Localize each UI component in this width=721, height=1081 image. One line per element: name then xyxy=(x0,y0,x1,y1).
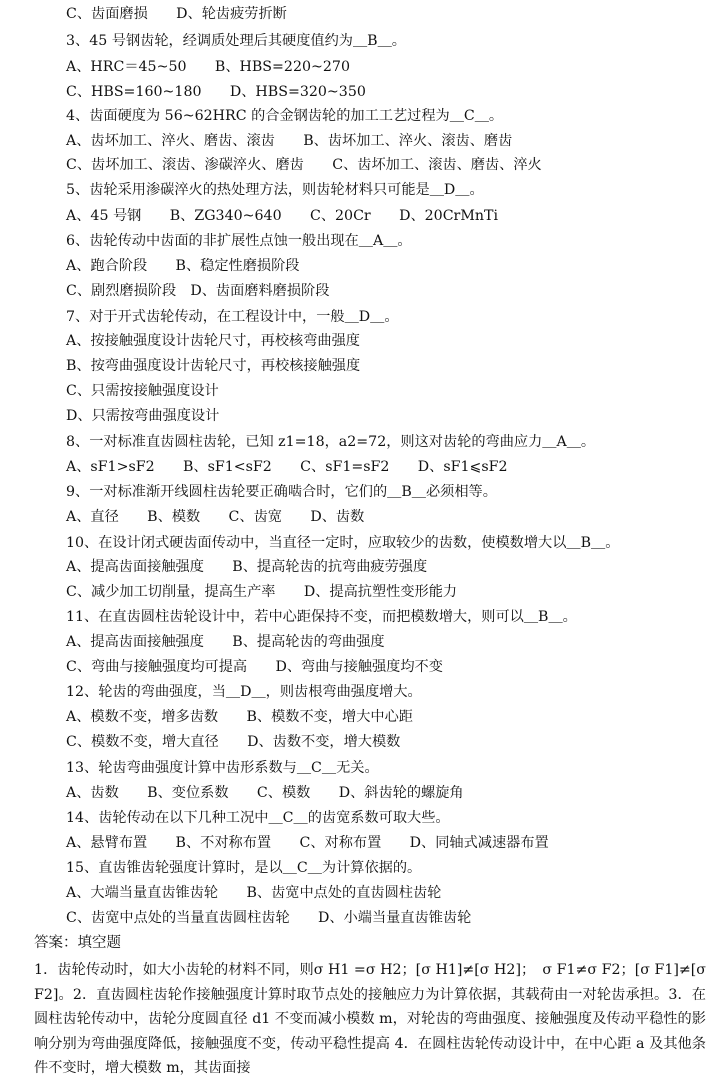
option-line: C、齿宽中点处的当量直齿圆柱齿轮 D、小端当量直齿锥齿轮 xyxy=(66,910,472,926)
answer-paragraph: 1．齿轮传动时，如大小齿轮的材料不同，则σ H1 =σ H2；[σ H1]≠[σ H2]； σ F1≠σ F2；[σ F1]≠[σ F2]。2．直齿圆柱齿轮作接触强度计算时取节点处的接触应力为计算依据，其载荷由一对轮齿承担。3．在圆柱齿轮传动中，齿轮分度圆直径 d1 不变而减小模数 m，对轮齿的弯曲强度、接触强度及传动平稳性的影响分别为弯曲强度降低，接触强度不变，传动平稳性提高 4．在圆柱齿轮传动设计中，在中心距 a 及其他条件不变时，增大模数 m，其齿面接 xyxy=(34,962,706,1077)
option-line: A、齿数 B、变位系数 C、模数 D、斜齿轮的螺旋角 xyxy=(66,785,464,801)
option-line: A、模数不变，增多齿数 B、模数不变，增大中心距 xyxy=(66,709,413,725)
question-4: 4、齿面硬度为 56~62HRC 的合金钢齿轮的加工工艺过程为＿C＿。 xyxy=(66,108,504,124)
answer-heading: 答案：填空题 xyxy=(34,935,121,951)
text-line: C、齿面磨损 D、轮齿疲劳折断 xyxy=(66,6,287,22)
question-7: 7、对于开式齿轮传动，在工程设计中，一般＿D＿。 xyxy=(66,309,399,325)
question-3: 3、45 号钢齿轮，经调质处理后其硬度值约为＿B＿。 xyxy=(66,33,406,49)
option-line: C、模数不变，增大直径 D、齿数不变，增大模数 xyxy=(66,734,401,750)
question-13: 13、轮齿弯曲强度计算中齿形系数与＿C＿无关。 xyxy=(66,760,379,776)
option-line: A、提高齿面接触强度 B、提高轮齿的抗弯曲疲劳强度 xyxy=(66,559,428,575)
option-line: A、45 号钢 B、ZG340~640 C、20Cr D、20CrMnTi xyxy=(66,208,498,224)
option-line: A、按接触强度设计齿轮尺寸，再校核弯曲强度 xyxy=(66,333,360,349)
option-line: C、剧烈磨损阶段 D、齿面磨料磨损阶段 xyxy=(66,283,330,299)
option-line: A、提高齿面接触强度 B、提高轮齿的弯曲强度 xyxy=(66,634,385,650)
option-line: A、齿坏加工、淬火、磨齿、滚齿 B、齿坏加工、淬火、滚齿、磨齿 xyxy=(66,133,513,149)
option-line: A、sF1>sF2 B、sF1<sF2 C、sF1=sF2 D、sF1⩽sF2 xyxy=(66,459,508,475)
option-line: A、直径 B、模数 C、齿宽 D、齿数 xyxy=(66,509,365,525)
option-line: C、只需按接触强度设计 xyxy=(66,383,219,399)
option-line: C、减少加工切削量，提高生产率 D、提高抗塑性变形能力 xyxy=(66,584,458,600)
question-10: 10、在设计闭式硬齿面传动中，当直径一定时，应取较少的齿数，使模数增大以＿B＿。 xyxy=(66,535,620,551)
question-5: 5、齿轮采用渗碳淬火的热处理方法，则齿轮材料只可能是＿D＿。 xyxy=(66,182,484,198)
question-11: 11、在直齿圆柱齿轮设计中，若中心距保持不变，而把模数增大，则可以＿B＿。 xyxy=(66,609,577,625)
option-line: A、大端当量直齿锥齿轮 B、齿宽中点处的直齿圆柱齿轮 xyxy=(66,885,442,901)
option-line: C、弯曲与接触强度均可提高 D、弯曲与接触强度均不变 xyxy=(66,659,443,675)
option-line: B、按弯曲强度设计齿轮尺寸，再校核接触强度 xyxy=(66,358,361,374)
question-12: 12、轮齿的弯曲强度，当＿D＿，则齿根弯曲强度增大。 xyxy=(66,684,422,700)
question-15: 15、直齿锥齿轮强度计算时，是以＿C＿为计算依据的。 xyxy=(66,860,422,876)
option-line: C、齿坏加工、滚齿、渗碳淬火、磨齿 C、齿坏加工、滚齿、磨齿、淬火 xyxy=(66,157,542,173)
option-line: A、悬臂布置 B、不对称布置 C、对称布置 D、同轴式减速器布置 xyxy=(66,835,549,851)
option-line: A、HRC＝45~50 B、HBS=220~270 xyxy=(66,59,350,75)
option-line: D、只需按弯曲强度设计 xyxy=(66,408,220,424)
question-6: 6、齿轮传动中齿面的非扩展性点蚀一般出现在＿A＿。 xyxy=(66,233,412,249)
option-line: C、HBS=160~180 D、HBS=320~350 xyxy=(66,84,366,100)
question-8: 8、一对标准直齿圆柱齿轮，已知 z1=18，a2=72，则这对齿轮的弯曲应力＿A＿。 xyxy=(66,434,596,450)
option-line: A、跑合阶段 B、稳定性磨损阶段 xyxy=(66,258,300,274)
question-14: 14、齿轮传动在以下几种工况中＿C＿的齿宽系数可取大些。 xyxy=(66,810,450,826)
question-9: 9、一对标准渐开线圆柱齿轮要正确啮合时，它们的＿B＿必须相等。 xyxy=(66,484,497,500)
